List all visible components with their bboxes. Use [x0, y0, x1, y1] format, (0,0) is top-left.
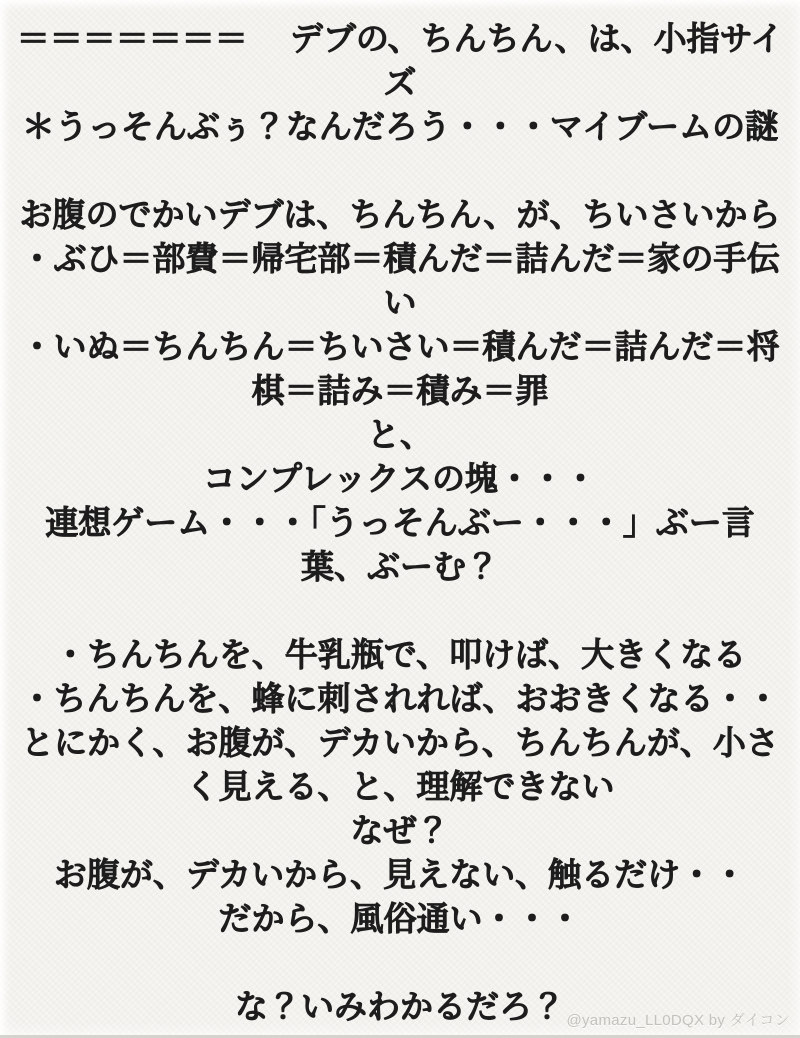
- text-line: なぜ？: [350, 812, 450, 849]
- text-line: 連想ゲーム・・・「うっそんぶー・・・」ぶー言: [45, 504, 755, 541]
- text-line: コンプレックスの塊・・・: [202, 460, 598, 497]
- text-line-blank: [0, 941, 800, 985]
- text-line: お腹が、デカいから、見えない、触るだけ・・: [53, 856, 747, 893]
- text-line: お腹のでかいデブは、ちんちん、が、ちいさいから: [19, 196, 781, 233]
- text-line: とにかく、お腹が、デカいから、ちんちんが、小さ: [21, 724, 779, 761]
- text-line: く見える、と、理解できない: [185, 768, 615, 805]
- text-line: 葉、ぶーむ？: [301, 548, 499, 585]
- text-line: い: [383, 284, 417, 321]
- text-line: だから、風俗通い・・・: [218, 900, 582, 937]
- text-line-blank: [0, 589, 800, 633]
- text-line: ・ちんちんを、牛乳瓶で、叩けば、大きくなる: [53, 636, 747, 673]
- text-line: ・ぶひ＝部費＝帰宅部＝積んだ＝詰んだ＝家の手伝: [20, 240, 780, 277]
- text-line: 棋＝詰み＝積み＝罪: [251, 372, 549, 409]
- text-line: ズ: [383, 64, 417, 101]
- text-line: と、: [367, 416, 433, 453]
- text-line: ＝＝＝＝＝＝＝ デブの、ちんちん、は、小指サイ: [16, 20, 784, 57]
- text-line-blank: [0, 149, 800, 193]
- text-line: ・ちんちんを、蜂に刺されれば、おおきくなる・・: [20, 680, 780, 717]
- text-line: ＊うっそんぶぅ？なんだろう・・・マイブームの謎: [21, 108, 779, 145]
- text-line: な？いみわかるだろ？: [235, 988, 565, 1025]
- text-line: ・いぬ＝ちんちん＝ちいさい＝積んだ＝詰んだ＝将: [20, 328, 780, 365]
- watermark-credit: @yamazu_LL0DQX by ダイコン: [566, 1012, 790, 1029]
